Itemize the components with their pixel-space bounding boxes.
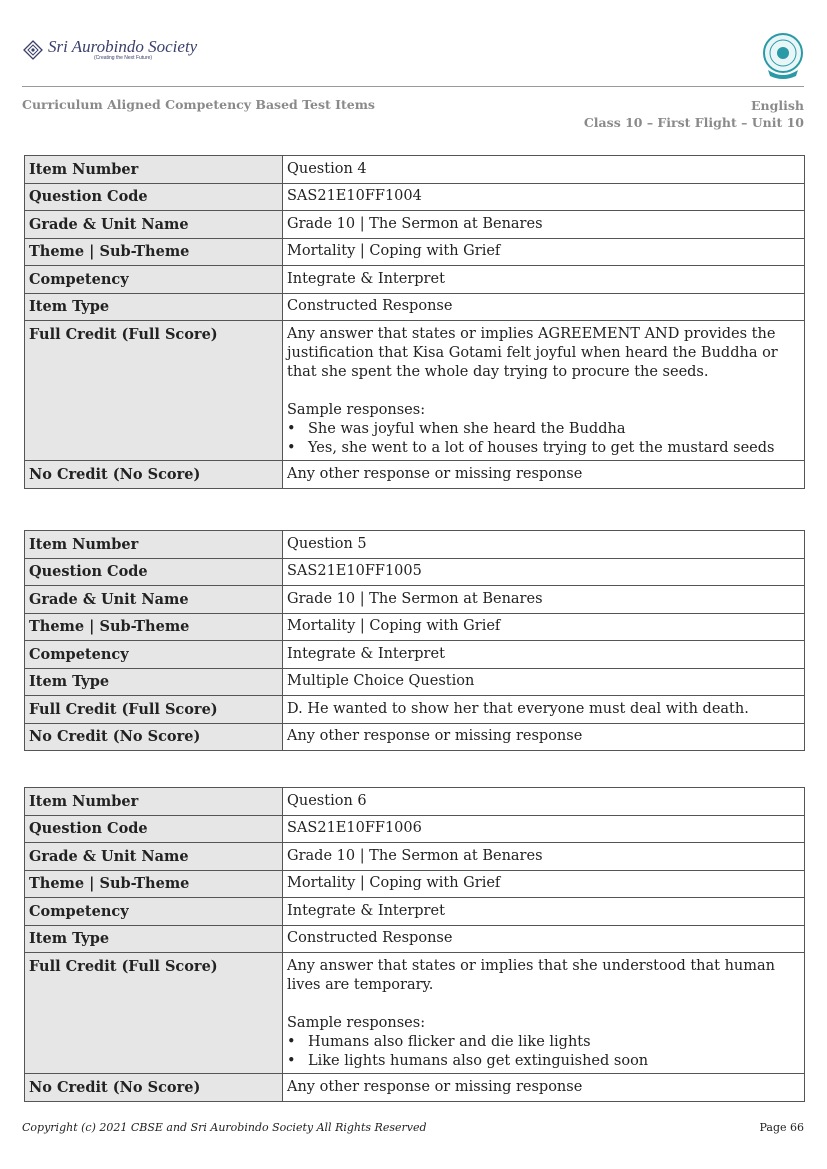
table-row — [25, 723, 805, 751]
no-credit-value: Any other response or missing response — [283, 723, 805, 751]
theme-value: Mortality | Coping with Grief — [283, 613, 805, 641]
question-code-value: SAS21E10FF1005 — [283, 558, 805, 586]
header-divider — [22, 86, 804, 87]
list-item: • Yes, she went to a lot of houses trying to get the mustard seeds — [287, 439, 800, 458]
full-credit-value: D. He wanted to show her that everyone must deal with death. — [283, 696, 805, 724]
table-row — [25, 696, 805, 724]
label-cell: Item Type — [25, 293, 283, 321]
table-row — [25, 531, 805, 559]
question-code-value: SAS21E10FF1006 — [283, 815, 805, 843]
table-row — [25, 953, 805, 1074]
item-table-question-5 — [24, 530, 805, 751]
item-type-value: Constructed Response — [283, 293, 805, 321]
table-row — [25, 183, 805, 211]
grade-unit-value: Grade 10 | The Sermon at Benares — [283, 843, 805, 871]
label-cell: Full Credit (Full Score) — [25, 321, 283, 461]
label-cell: Competency — [25, 641, 283, 669]
table-row — [25, 815, 805, 843]
table-row — [25, 641, 805, 669]
document-title: Curriculum Aligned Competency Based Test Items — [22, 97, 375, 112]
table-row — [25, 238, 805, 266]
label-cell: Question Code — [25, 183, 283, 211]
item-type-value: Multiple Choice Question — [283, 668, 805, 696]
label-cell: Question Code — [25, 558, 283, 586]
competency-value: Integrate & Interpret — [283, 898, 805, 926]
item-type-value: Constructed Response — [283, 925, 805, 953]
label-cell: Item Number — [25, 156, 283, 184]
competency-value: Integrate & Interpret — [283, 641, 805, 669]
table-row — [25, 898, 805, 926]
grade-unit-value: Grade 10 | The Sermon at Benares — [283, 211, 805, 239]
competency-value: Integrate & Interpret — [283, 266, 805, 294]
sample-list — [287, 420, 800, 458]
item-table-question-4 — [24, 155, 805, 489]
table-row — [25, 293, 805, 321]
table-row — [25, 211, 805, 239]
cbse-seal-icon — [760, 32, 806, 82]
table-row — [25, 586, 805, 614]
theme-value: Mortality | Coping with Grief — [283, 238, 805, 266]
question-code-value: SAS21E10FF1004 — [283, 183, 805, 211]
label-cell: Theme | Sub-Theme — [25, 870, 283, 898]
table-row — [25, 668, 805, 696]
lotus-emblem-icon — [22, 39, 44, 61]
copyright-notice: Copyright (c) 2021 CBSE and Sri Aurobindo Society All Rights Reserved — [22, 1121, 427, 1134]
label-cell: Item Number — [25, 531, 283, 559]
label-cell: Question Code — [25, 815, 283, 843]
table-row — [25, 461, 805, 489]
table-row — [25, 613, 805, 641]
full-credit-text: Any answer that states or implies AGREEMENT AND provides the justification that Kisa Gotami felt joyful when heard the Buddha or that she spent the whole day trying to procure the seeds. — [287, 326, 778, 380]
table-row — [25, 788, 805, 816]
label-cell: Item Type — [25, 668, 283, 696]
label-cell: No Credit (No Score) — [25, 461, 283, 489]
no-credit-value: Any other response or missing response — [283, 1074, 805, 1102]
theme-value: Mortality | Coping with Grief — [283, 870, 805, 898]
subject-info — [584, 97, 804, 131]
sample-list — [287, 1033, 800, 1071]
label-cell: Item Number — [25, 788, 283, 816]
logo-tagline: (Creating the Next Future) — [94, 55, 153, 61]
item-number-value: Question 4 — [283, 156, 805, 184]
label-cell: No Credit (No Score) — [25, 723, 283, 751]
list-item: • Like lights humans also get extinguished soon — [287, 1052, 800, 1071]
label-cell: No Credit (No Score) — [25, 1074, 283, 1102]
label-cell: Competency — [25, 898, 283, 926]
table-row — [25, 266, 805, 294]
table-row — [25, 321, 805, 461]
label-cell: Full Credit (Full Score) — [25, 953, 283, 1074]
list-item: • Humans also flicker and die like lights — [287, 1033, 800, 1052]
label-cell: Item Type — [25, 925, 283, 953]
label-cell: Grade & Unit Name — [25, 586, 283, 614]
sample-heading: Sample responses: — [287, 402, 426, 418]
subject-label: English — [751, 98, 804, 113]
label-cell: Competency — [25, 266, 283, 294]
label-cell: Grade & Unit Name — [25, 211, 283, 239]
full-credit-value — [283, 321, 805, 461]
table-row — [25, 843, 805, 871]
item-number-value: Question 5 — [283, 531, 805, 559]
sample-heading: Sample responses: — [287, 1015, 426, 1031]
label-cell: Theme | Sub-Theme — [25, 613, 283, 641]
list-item: • She was joyful when she heard the Buddha — [287, 420, 800, 439]
label-cell: Theme | Sub-Theme — [25, 238, 283, 266]
no-credit-value: Any other response or missing response — [283, 461, 805, 489]
full-credit-text: Any answer that states or implies that she understood that human lives are temporary. — [287, 958, 775, 993]
full-credit-value — [283, 953, 805, 1074]
table-row — [25, 925, 805, 953]
page-number: Page 66 — [759, 1121, 804, 1134]
grade-unit-value: Grade 10 | The Sermon at Benares — [283, 586, 805, 614]
table-row — [25, 870, 805, 898]
table-row — [25, 156, 805, 184]
logo-name: Sri Aurobindo Society — [48, 37, 198, 56]
label-cell: Grade & Unit Name — [25, 843, 283, 871]
item-table-question-6 — [24, 787, 805, 1102]
sas-logo — [22, 38, 197, 61]
table-row — [25, 1074, 805, 1102]
label-cell: Full Credit (Full Score) — [25, 696, 283, 724]
item-number-value: Question 6 — [283, 788, 805, 816]
class-unit-label: Class 10 – First Flight – Unit 10 — [583, 115, 804, 130]
table-row — [25, 558, 805, 586]
